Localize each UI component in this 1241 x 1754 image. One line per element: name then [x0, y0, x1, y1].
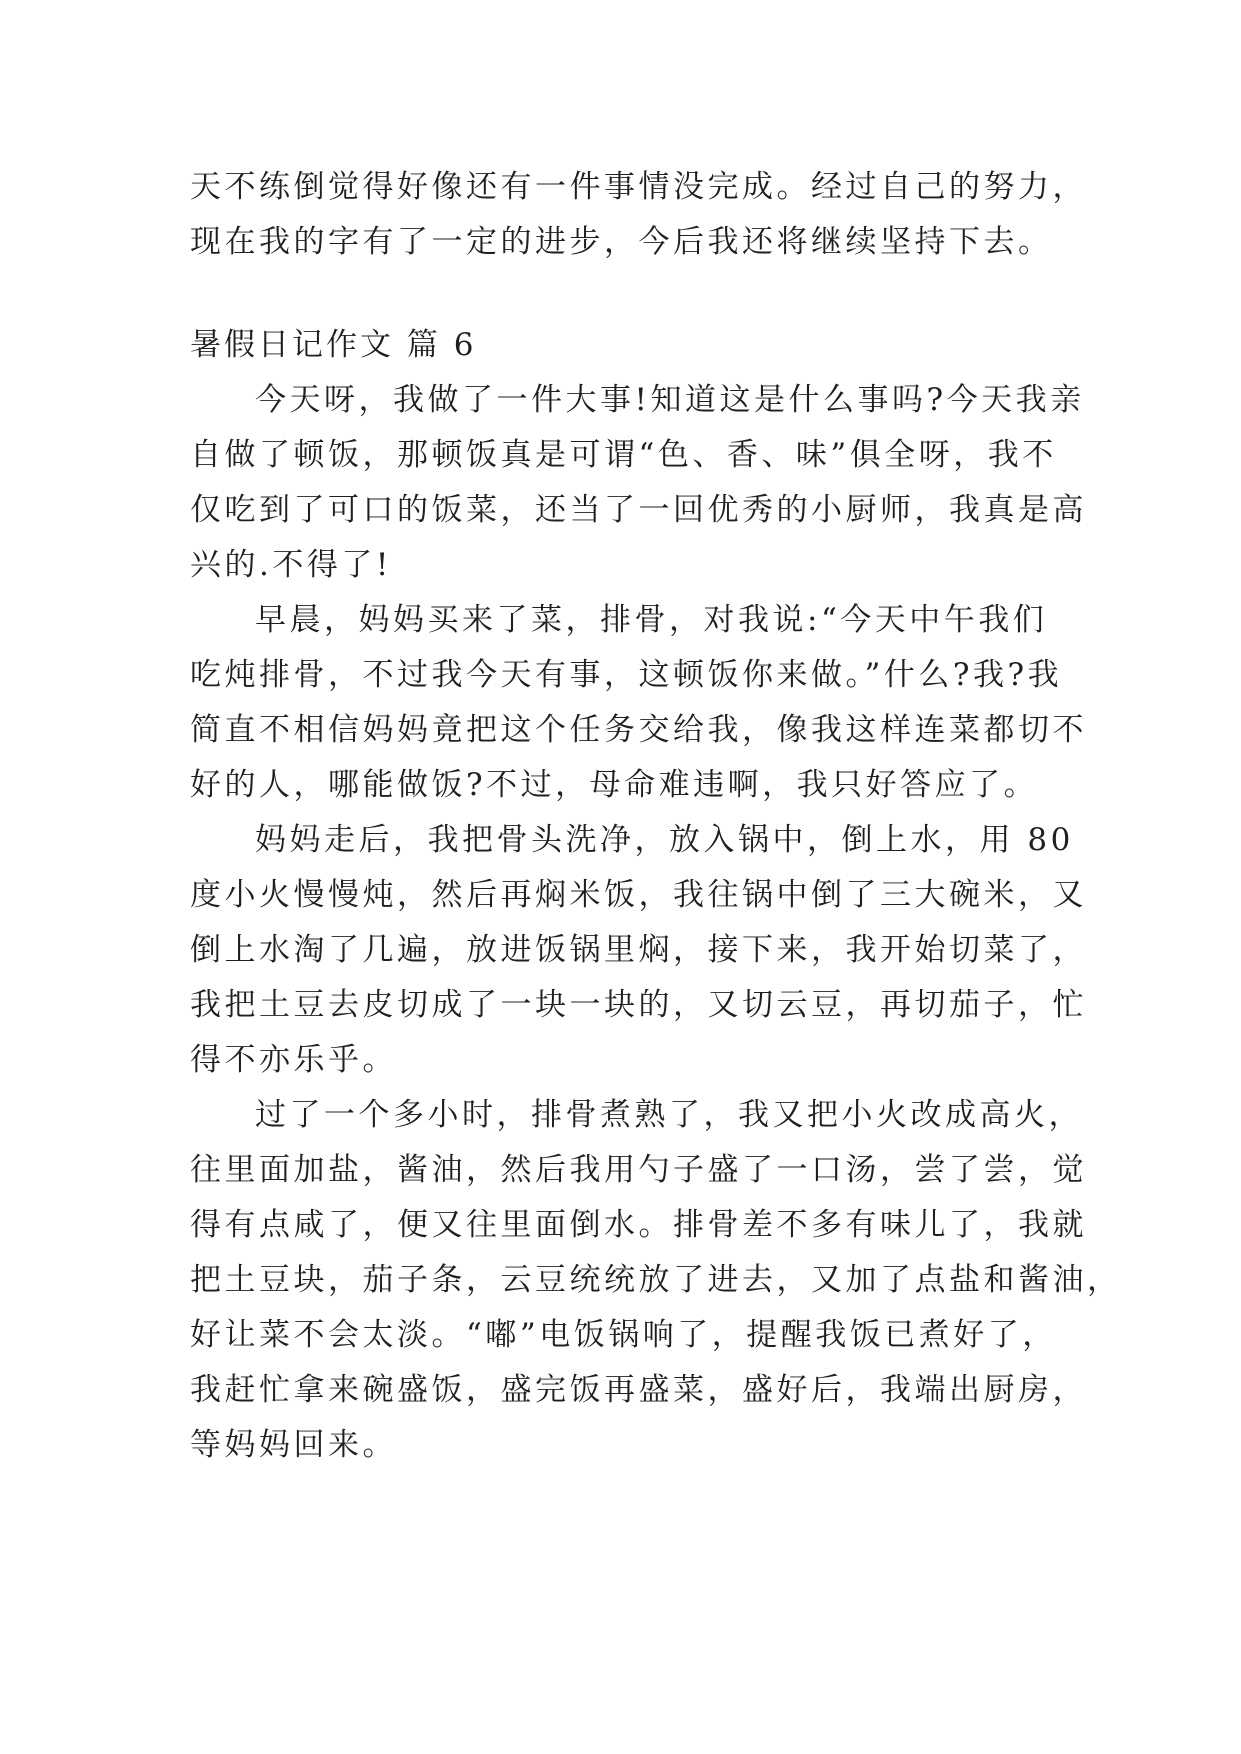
text-line: 把土豆块，茄子条，云豆统统放了进去，又加了点盐和酱油， [190, 1262, 1122, 1298]
text-line: 早晨，妈妈买来了菜，排骨，对我说:“今天中午我们 [255, 602, 1048, 638]
section-title: 暑假日记作文 篇 6 [190, 327, 477, 363]
text-line: 天不练倒觉得好像还有一件事情没完成。经过自己的努力， [190, 169, 1087, 205]
paragraph-4 [190, 1088, 1122, 1473]
text-line: 好让菜不会太淡。“嘟”电饭锅响了，提醒我饭已煮好了， [190, 1317, 1057, 1353]
text-line: 吃炖排骨，不过我今天有事，这顿饭你来做。”什么?我?我 [190, 657, 1063, 693]
text-line: 妈妈走后，我把骨头洗净，放入锅中，倒上水，用 80 [255, 822, 1074, 858]
text-line: 得不亦乐乎。 [190, 1042, 397, 1078]
paragraph-1 [190, 373, 1087, 593]
text-line: 倒上水淘了几遍，放进饭锅里焖，接下来，我开始切菜了， [190, 932, 1087, 968]
text-line: 兴的.不得了! [190, 547, 392, 583]
continuation-paragraph [190, 160, 1087, 270]
paragraph-3 [190, 813, 1087, 1088]
text-line: 现在我的字有了一定的进步，今后我还将继续坚持下去。 [190, 224, 1053, 260]
text-line: 度小火慢慢炖，然后再焖米饭，我往锅中倒了三大碗米，又 [190, 877, 1087, 913]
text-line: 我把土豆去皮切成了一块一块的，又切云豆，再切茄子，忙 [190, 987, 1087, 1023]
document-body [190, 160, 1122, 1473]
paragraph-2 [190, 593, 1087, 813]
text-line: 今天呀，我做了一件大事!知道这是什么事吗?今天我亲 [255, 382, 1085, 418]
text-line: 我赶忙拿来碗盛饭，盛完饭再盛菜，盛好后，我端出厨房， [190, 1372, 1087, 1408]
text-line: 自做了顿饭，那顿饭真是可谓“色、香、味”俱全呀，我不 [190, 437, 1057, 473]
text-line: 过了一个多小时，排骨煮熟了，我又把小火改成高火， [255, 1097, 1083, 1133]
text-line: 好的人，哪能做饭?不过，母命难违啊，我只好答应了。 [190, 767, 1039, 803]
text-line: 等妈妈回来。 [190, 1427, 397, 1463]
section-gap [190, 270, 1060, 318]
text-line: 仅吃到了可口的饭菜，还当了一回优秀的小厨师，我真是高 [190, 492, 1087, 528]
text-line: 简直不相信妈妈竟把这个任务交给我，像我这样连菜都切不 [190, 712, 1087, 748]
text-line: 得有点咸了，便又往里面倒水。排骨差不多有味儿了，我就 [190, 1207, 1087, 1243]
text-line: 往里面加盐，酱油，然后我用勺子盛了一口汤，尝了尝，觉 [190, 1152, 1087, 1188]
